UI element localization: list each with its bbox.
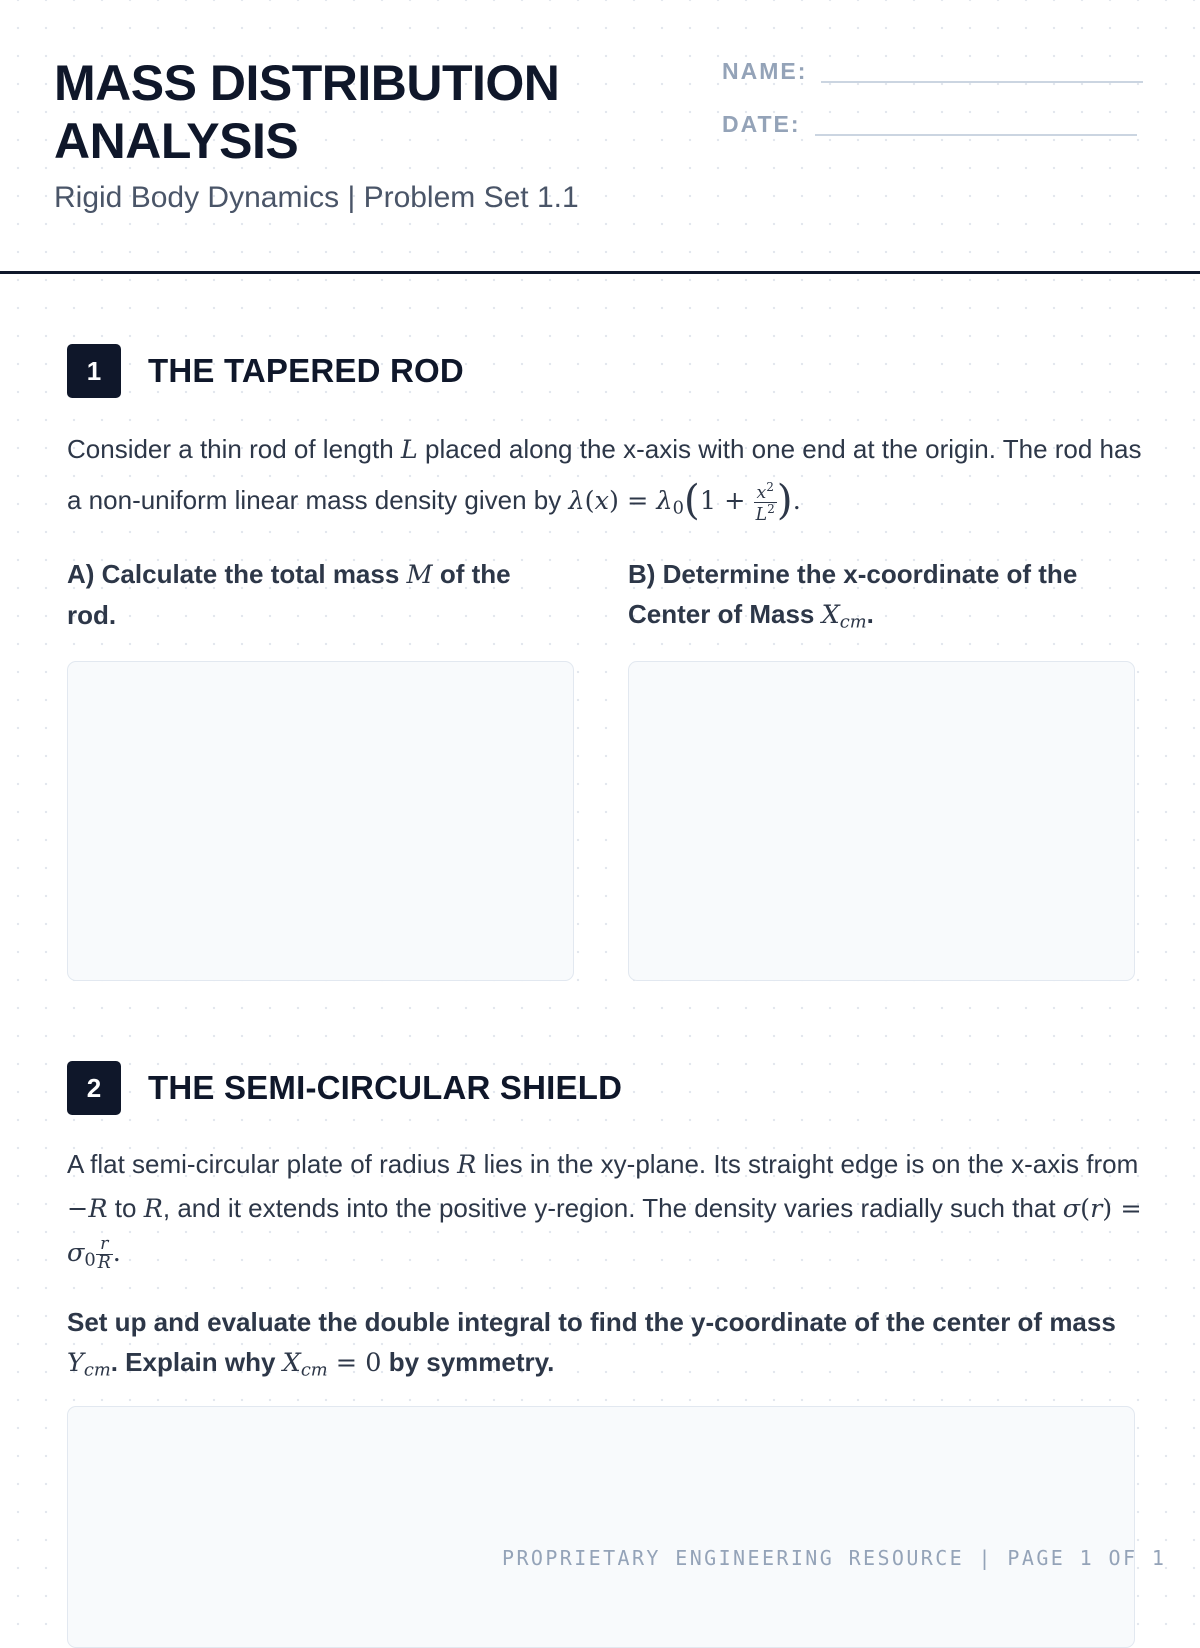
name-label: NAME: [722, 58, 808, 84]
math-L: L [400, 435, 418, 465]
date-field[interactable] [722, 111, 1137, 138]
math-Xcm-zero: $X_{cm} = 0$ [282, 1348, 382, 1381]
q2-text-c: by symmetry. [388, 1347, 555, 1377]
s2-text-a: A flat semi-circular plate of radius [67, 1149, 450, 1179]
section-2-problem-text [67, 1143, 1147, 1281]
s1-text-c: The rod has a non-uniform linear mass density given by [67, 434, 1142, 516]
q2-text-b: . Explain why [110, 1347, 276, 1377]
question-2 [67, 1302, 1147, 1390]
math-R-2: R [143, 1194, 163, 1224]
math-sigma-formula: $\sigma(r) = \sigma_0$ $\frac{r}{R}$ . [67, 1194, 1142, 1273]
section-1-badge: 1 [67, 344, 121, 398]
section-2-badge: 2 [67, 1061, 121, 1115]
q2-text-a: Set up and evaluate the double integral to find the y-coordinate of the center of mass [67, 1307, 1116, 1337]
section-2-title: THE SEMI-CIRCULAR SHIELD [148, 1069, 623, 1106]
s1-text-b: placed along the x-axis with one end at the origin. [425, 434, 996, 464]
math-R: R [457, 1150, 477, 1180]
q1b-text-a: B) Determine the x-coordinate of the Center of Mass [628, 559, 1078, 629]
date-label: DATE: [722, 111, 801, 137]
question-1a [67, 554, 562, 635]
name-field[interactable] [722, 58, 1143, 85]
math-Ycm: $Y_{cm}$ [67, 1348, 111, 1381]
s2-text-b: lies in the xy-plane. Its straight edge is on the x-axis from [483, 1149, 1139, 1179]
q1b-text-b: . [866, 599, 874, 629]
math-Xcm: $X_{cm}$ [821, 600, 867, 633]
s2-text-d: , and it extends into the positive y-region. The density varies radially such that [162, 1193, 1056, 1223]
page-footer: PROPRIETARY ENGINEERING RESOURCE | PAGE 1 OF 1 [502, 1546, 1167, 1570]
s2-text-c: to [114, 1193, 137, 1223]
math-density-formula: $\lambda(x) = \lambda_0(1$ + $\frac{x^2}{L^2}$ ). [568, 476, 801, 525]
math-M: M [406, 560, 433, 590]
s1-text-a: Consider a thin rod of length [67, 434, 394, 464]
date-line[interactable] [815, 134, 1137, 136]
section-1-header [67, 344, 464, 398]
header-divider [0, 271, 1200, 274]
page-subtitle: Rigid Body Dynamics | Problem Set 1.1 [54, 181, 579, 214]
answer-box-1b[interactable] [628, 661, 1135, 981]
q1a-text-a: A) Calculate the total mass [67, 559, 400, 589]
answer-box-1a[interactable] [67, 661, 574, 981]
section-1-title: THE TAPERED ROD [148, 352, 464, 389]
section-2-header [67, 1061, 622, 1115]
section-1-problem-text [67, 424, 1147, 534]
q1a-text-b: of the rod. [67, 559, 511, 630]
page-title: MASS DISTRIBUTION ANALYSIS [54, 55, 560, 169]
name-line[interactable] [821, 81, 1143, 83]
answer-box-2[interactable] [67, 1406, 1135, 1648]
worksheet-header [0, 0, 1200, 274]
question-1b [628, 554, 1128, 642]
math-neg-R: −R [67, 1194, 108, 1224]
